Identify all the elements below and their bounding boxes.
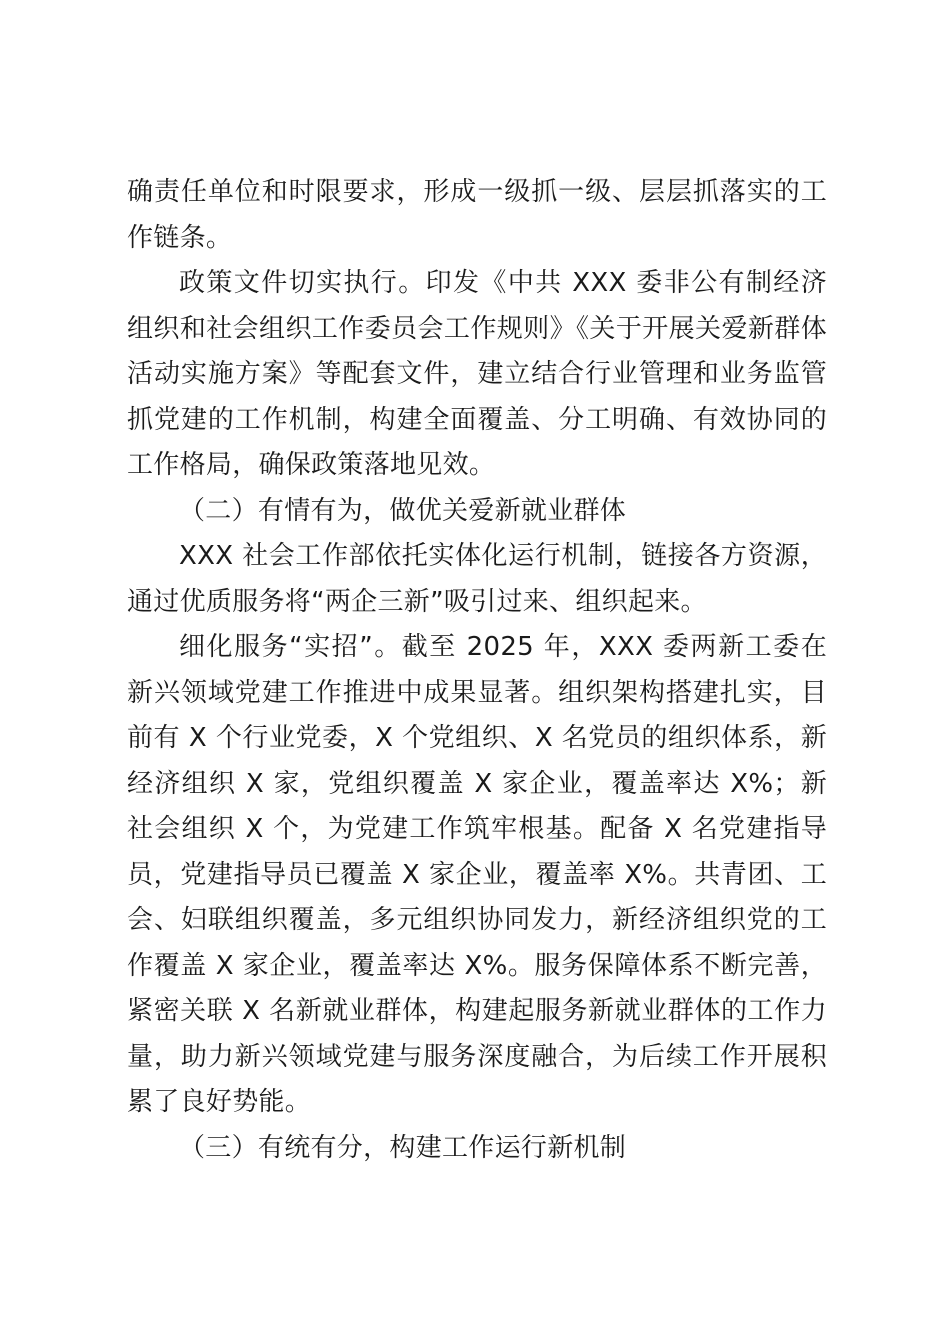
paragraph-social-work-dept: XXX 社会工作部依托实体化运行机制，链接各方资源，通过优质服务将“两企三新”吸引过来、组织起来。	[127, 541, 827, 617]
paragraph-policy-documents: 政策文件切实执行。印发《中共 XXX 委非公有制经济组织和社会组织工作委员会工作规则》《关于开展关爱新群体活动实施方案》等配套文件，建立结合行业管理和业务监管抓党建的工作机制，构建全面覆盖、分工明确、有效协同的工作格局，确保政策落地见效。	[127, 268, 827, 480]
section-heading-2: （二）有情有为，做优关爱新就业群体	[179, 495, 627, 526]
section-heading-3: （三）有统有分，构建工作运行新机制	[179, 1132, 627, 1163]
paragraph-continuation: 确责任单位和时限要求，形成一级抓一级、层层抓落实的工作链条。	[127, 177, 827, 253]
document-body	[127, 170, 827, 1171]
paragraph-refined-services: 细化服务“实招”。截至 2025 年，XXX 委两新工委在新兴领域党建工作推进中成果显著。组织架构搭建扎实，目前有 X 个行业党委，X 个党组织、X 名党员的组织体系，新经济组织 X 家，党组织覆盖 X 家企业，覆盖率达 X%；新社会组织 X 个，为党建工作筑牢根基。配备 X 名党建指导员，党建指导员已覆盖 X 家企业，覆盖率 X%。共青团、工会、妇联组织覆盖，多元组织协同发力，新经济组织党的工作覆盖 X 家企业，覆盖率达 X%。服务保障体系不断完善，紧密关联 X 名新就业群体，构建起服务新就业群体的工作力量，助力新兴领域党建与服务深度融合，为后续工作开展积累了良好势能。	[127, 632, 827, 1117]
